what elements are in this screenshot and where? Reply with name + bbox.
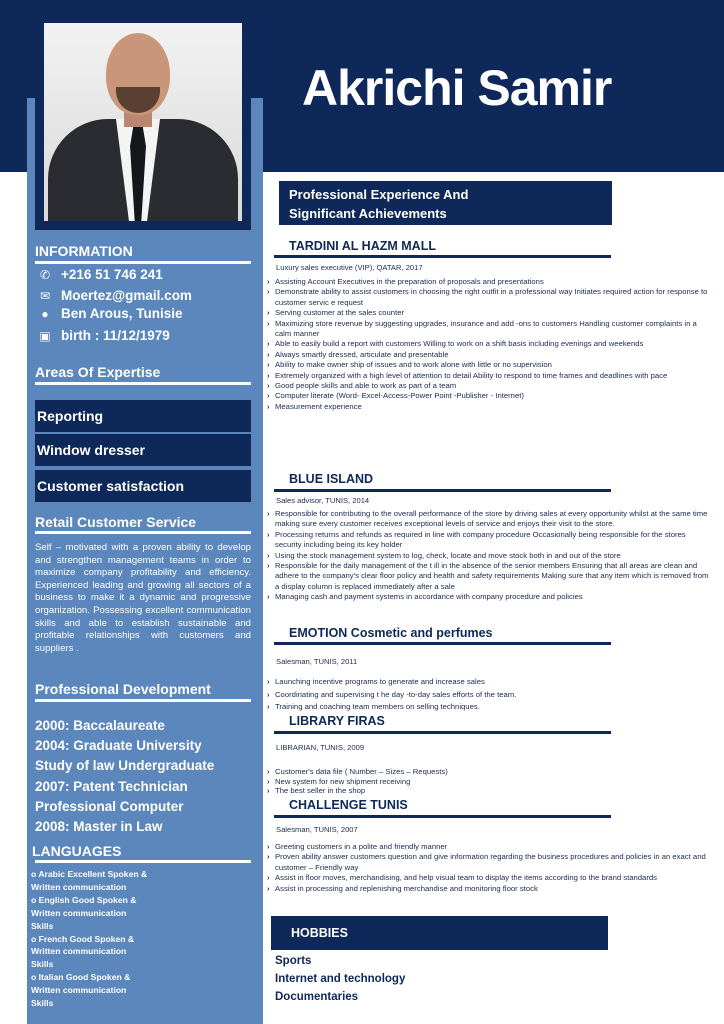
list-item: Skills [31, 998, 54, 1009]
bullet-item: › Assist in processing and replenishing merchandise and monitoring floor stock [267, 884, 713, 894]
list-item: o English Good Spoken & [31, 894, 137, 905]
birth-row [35, 328, 170, 343]
bullet-item: › Computer literate (Word- Excel-Access-Power Point -Publisher - Internet) [267, 391, 713, 401]
job-bullets [267, 277, 713, 412]
list-item: 2007: Patent Technician [35, 778, 188, 794]
expertise-item: Window dresser [35, 434, 251, 466]
company-rule [274, 255, 611, 258]
bullet-item: › Processing returns and refunds as required in line with company procedure Occasionally being responsible for the stores security including being its key holder [267, 530, 713, 551]
bullet-item: › Extremely organized with a high level of attention to detail Ability to respond to time frames and deadlines with pace [267, 371, 713, 381]
development-list [35, 716, 214, 837]
list-item: 2008: Master in Law [35, 819, 163, 835]
company-name: EMOTION Cosmetic and perfumes [289, 626, 493, 640]
list-item: Skills [31, 959, 54, 970]
phone-row [35, 267, 163, 282]
job-role: LIBRARIAN, TUNIS, 2009 [276, 743, 365, 752]
experience-heading-line1: Professional Experience And [289, 187, 469, 202]
list-item: Skills [31, 920, 54, 931]
bullet-item: › Assisting Account Executives in the preparation of proposals and presentations [267, 277, 713, 287]
experience-heading-line2: Significant Achievements [289, 206, 447, 221]
mail-icon: ✉ [39, 288, 51, 303]
bullet-item: › Managing cash and payment systems in accordance with company procedure and policies [267, 592, 713, 602]
company-rule [274, 642, 611, 645]
expertise-heading: Areas Of Expertise [35, 364, 161, 380]
calendar-icon: ▣ [39, 328, 51, 343]
location-pin-icon: ● [41, 306, 49, 321]
list-item: o French Good Spoken & [31, 933, 135, 944]
bullet-item: › Demonstrate ability to assist customers in choosing the right outfit in a professional way Initiates required action for response to customer servic e request [267, 287, 713, 308]
info-heading: INFORMATION [35, 243, 133, 259]
bullet-item: › Using the stock management system to log, check, locate and move stock both in and out of the store [267, 551, 713, 561]
bullet-item: › Able to easily build a report with customers Willing to work on a shift basis including evenings and weekends [267, 339, 713, 349]
list-item: 2004: Graduate University [35, 738, 202, 754]
bullet-item: › Maximizing store revenue by suggesting upgrades, insurance and add -ons to customers Handling customer complaints in a calm manner [267, 319, 713, 340]
company-rule [274, 731, 611, 734]
list-item: Study of law Undergraduate [35, 758, 215, 774]
expertise-rule [35, 382, 251, 385]
expertise-item: Reporting [35, 400, 251, 432]
email-row [35, 288, 192, 303]
list-item: Internet and technology [275, 972, 406, 985]
bullet-item: › Always smartly dressed, articulate and presentable [267, 350, 713, 360]
list-item: Written communication [31, 985, 127, 996]
list-item: Documentaries [275, 990, 359, 1003]
phone-icon: ✆ [39, 267, 51, 282]
list-item: Sports [275, 955, 312, 967]
languages-heading: LANGUAGES [32, 843, 122, 859]
list-item: 2000: Baccalaureate [35, 718, 165, 733]
bullet-item: › Ability to make owner ship of issues and to work alone with little or no supervision [267, 360, 713, 370]
company-name: BLUE ISLAND [289, 472, 374, 486]
phone-text: +216 51 746 241 [61, 267, 163, 282]
company-name: TARDINI AL HAZM MALL [289, 239, 436, 253]
bullet-item: › Training and coaching team members on selling techniques. [267, 701, 713, 714]
list-item: Written communication [31, 881, 127, 892]
list-item: o Italian Good Spoken & [31, 972, 131, 983]
bullet-item: › The best seller in the shop [267, 786, 713, 796]
list-item: o Arabic Excellent Spoken & [31, 869, 148, 879]
bullet-item: › Customer's data file ( Number – Sizes – Requests) [267, 767, 713, 777]
job-role: Salesman, TUNIS, 2011 [276, 657, 358, 666]
list-item: Written communication [31, 946, 127, 957]
hobbies-list [275, 953, 405, 1006]
bullet-item: › Proven ability answer customers question and give information regarding the business procedures and policies in an exact and customer – Friendly way [267, 852, 713, 873]
bullet-item: › Good people skills and able to work as part of a team [267, 381, 713, 391]
development-heading: Professional Development [35, 681, 211, 697]
company-name: CHALLENGE TUNIS [289, 798, 408, 812]
development-rule [35, 699, 251, 702]
job-bullets [267, 509, 713, 603]
job-bullets [267, 676, 713, 714]
job-role: Salesman, TUNIS, 2007 [276, 825, 358, 834]
bullet-item: › Assist in floor moves, merchandising, and help visual team to display the items according to the brand standards [267, 873, 713, 883]
email-text: Moertez@gmail.com [61, 288, 192, 303]
profile-photo [44, 23, 242, 221]
company-name: LIBRARY FIRAS [289, 714, 385, 728]
bullet-item: › Responsible for the daily management of the t ill in the absence of the senior members Ensuring that all areas are clean and adhere to the company's clear floor policy and health and safety requirements Making sure that any item which is removed from a display column is replaced immediately after a sale [267, 561, 713, 592]
location-text: Ben Arous, Tunisie [61, 306, 183, 321]
candidate-name: Akrichi Samir [302, 60, 612, 116]
languages-rule [35, 860, 251, 863]
experience-heading-box [279, 181, 612, 225]
retail-heading: Retail Customer Service [35, 514, 197, 530]
list-item: Professional Computer [35, 798, 184, 814]
birth-text: birth : 11/12/1979 [61, 328, 170, 343]
job-role: Luxury sales executive (VIP), QATAR, 2017 [276, 263, 423, 272]
job-role: Sales advisor, TUNIS, 2014 [276, 496, 370, 505]
bullet-item: › Responsible for contributing to the overall performance of the store by driving sales at every opportunity whilst at the same time making sure every customer receives exceptional levels of service and enjoys their visit to the store. [267, 509, 713, 530]
company-rule [274, 489, 611, 492]
company-rule [274, 815, 611, 818]
hobbies-heading-box: HOBBIES [271, 916, 608, 950]
job-bullets [267, 842, 713, 894]
bullet-item: › Serving customer at the sales counter [267, 308, 713, 318]
bullet-item: › New system for new shipment receiving [267, 777, 713, 787]
languages-list [31, 868, 147, 1010]
job-bullets [267, 767, 713, 796]
bullet-item: › Greeting customers in a polite and friendly manner [267, 842, 713, 852]
info-rule [35, 261, 251, 264]
retail-paragraph: Self – motivated with a proven ability to develop and strengthen management teams in order to maximize company profitability and efficiency. Experienced leading and growing all sectors of a business to make it a dynamic and progressive organization. Possessing excellent communication skills and able to establish sustainable and profitable relationships with customers and suppliers . [35, 542, 251, 654]
retail-rule [35, 531, 251, 534]
bullet-item: › Launching incentive programs to generate and increase sales [267, 676, 713, 689]
bullet-item: › Coordinating and supervising t he day -to-day sales efforts of the team. [267, 689, 713, 702]
location-row [35, 306, 183, 321]
list-item: Written communication [31, 907, 127, 918]
expertise-item: Customer satisfaction [35, 470, 251, 502]
bullet-item: › Measurement experience [267, 402, 713, 412]
